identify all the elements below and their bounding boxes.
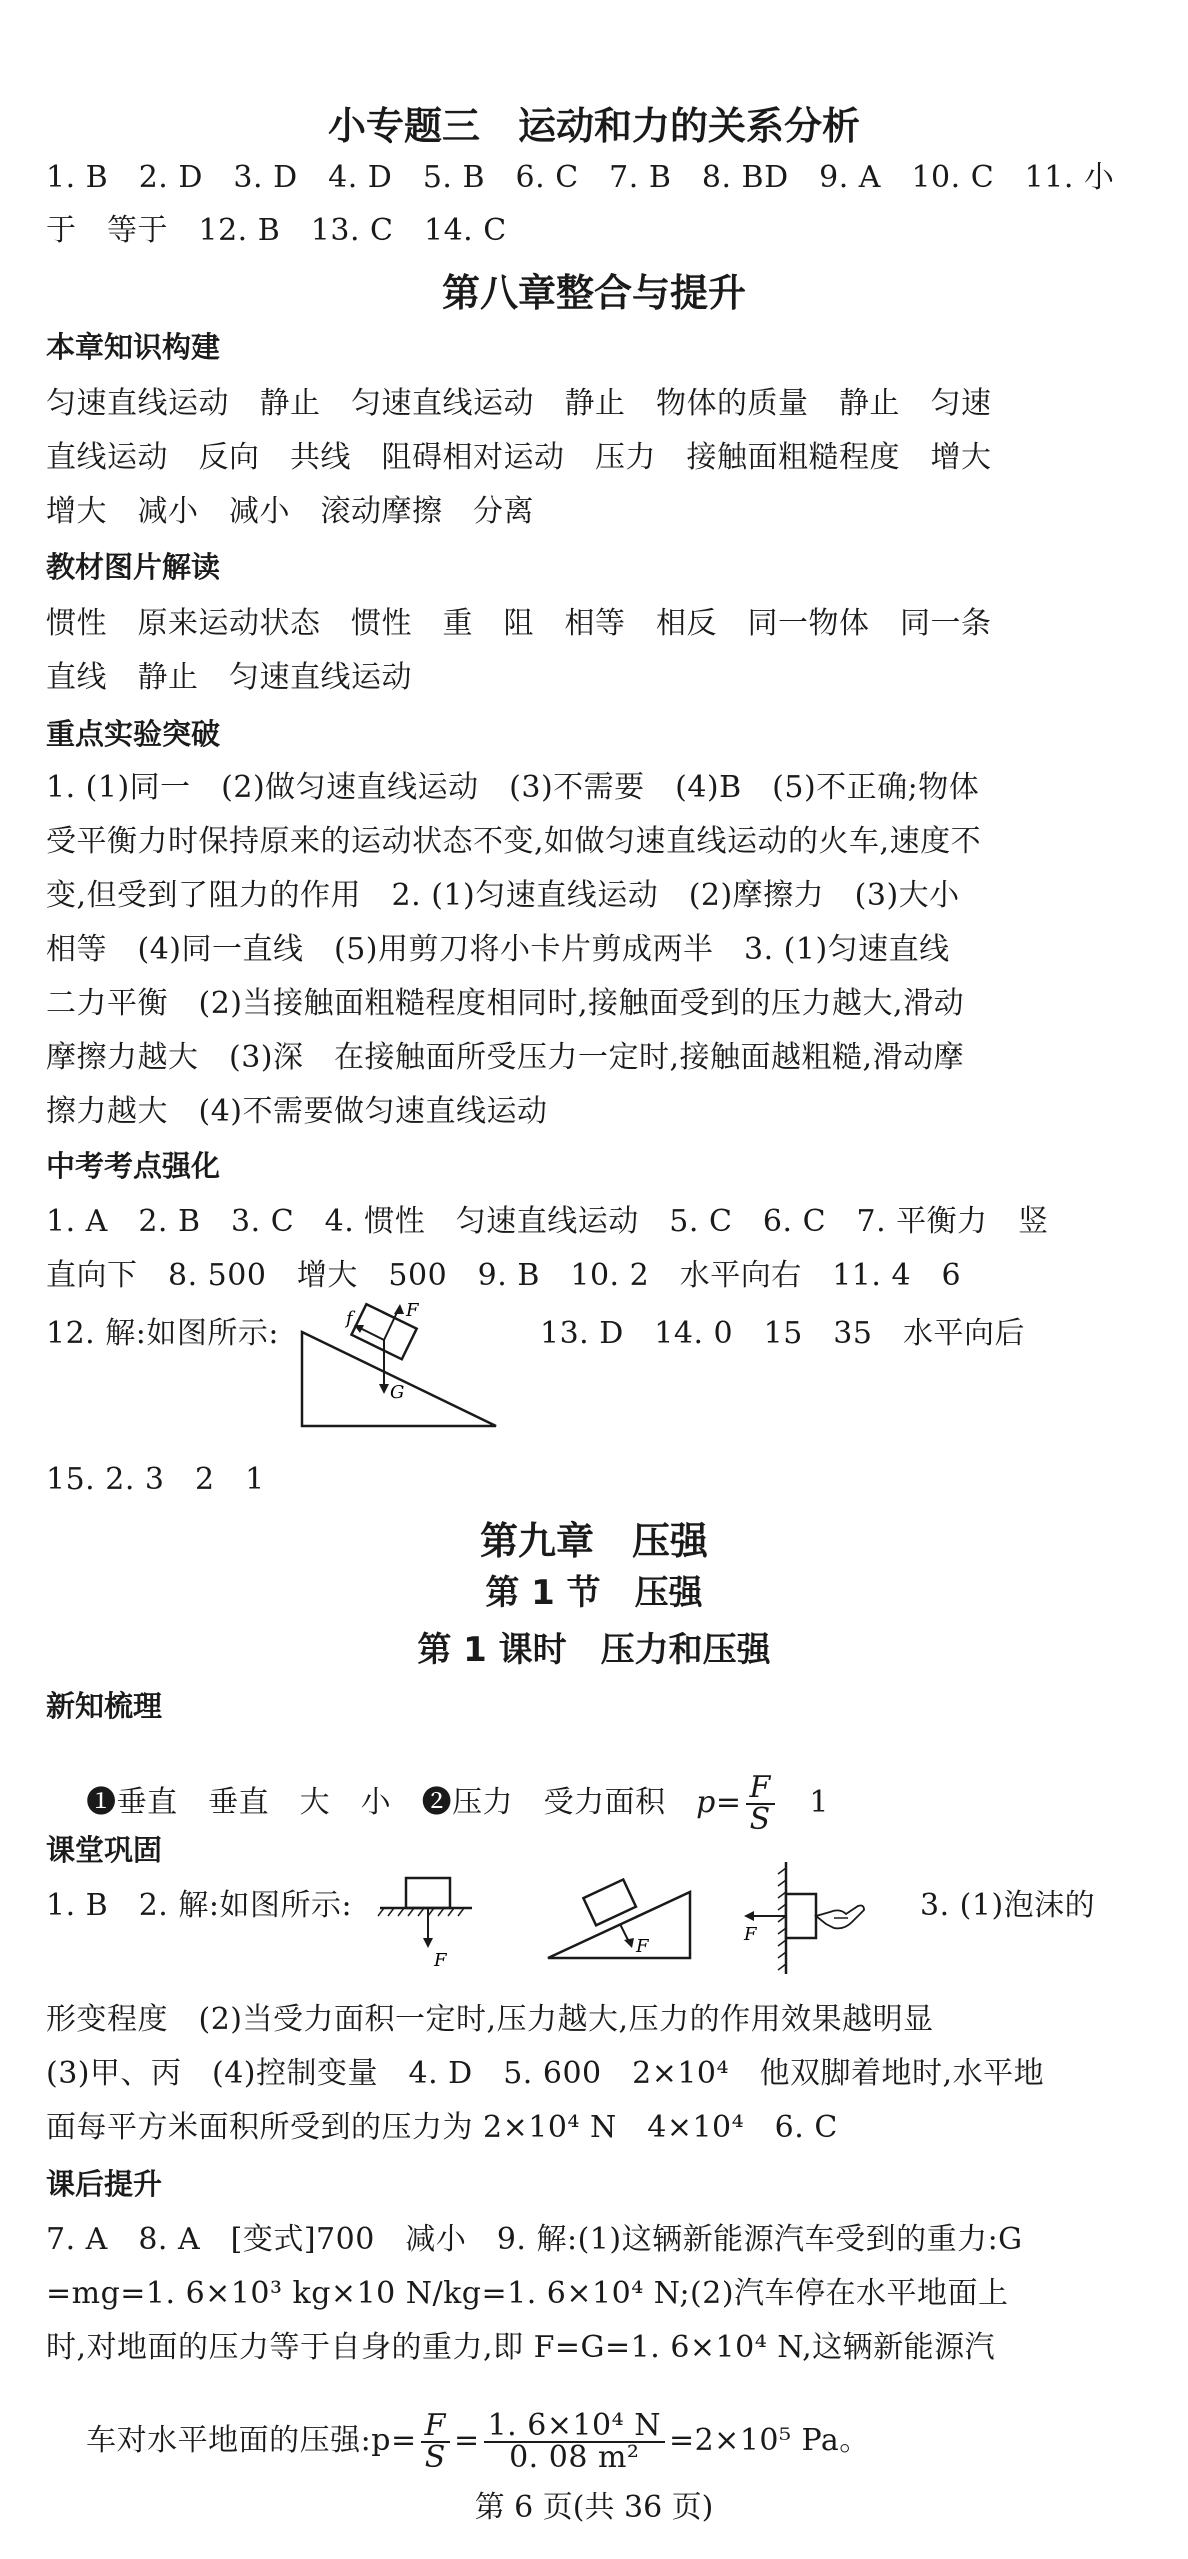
label-f: f <box>346 1308 353 1329</box>
incline-force-diagram <box>296 1296 516 1436</box>
after-line-2: =mg=1. 6×10³ kg×10 N/kg=1. 6×10⁴ N;(2)汽车停在水平地面上 <box>46 2276 1009 2311</box>
force-G-head <box>379 1384 389 1394</box>
topic3-line-1: 1. B 2. D 3. D 4. D 5. B 6. C 7. B 8. BD 9. A 10. C 11. 小 <box>46 160 1115 195</box>
exam-line-1: 1. A 2. B 3. C 4. 惯性 匀速直线运动 5. C 6. C 7. 平衡力 竖 <box>46 1204 1049 1239</box>
topic3-line-2: 于 等于 12. B 13. C 14. C <box>46 213 507 248</box>
classroom-q3: 3. (1)泡沫的 <box>920 1888 1096 1923</box>
after-line-1: 7. A 8. A [变式]700 减小 9. 解:(1)这辆新能源汽车受到的重力:G <box>46 2222 1023 2257</box>
exam-line-2: 直向下 8. 500 增大 500 9. B 10. 2 水平向右 11. 4 6 <box>46 1258 962 1293</box>
incline-block-2 <box>583 1880 636 1926</box>
section-figures: 教材图片解读 <box>46 550 221 584</box>
label-F: F <box>406 1300 419 1321</box>
frac1-num: F <box>421 2411 450 2443</box>
experiments-line-5: 二力平衡 (2)当接触面粗糙程度相同时,接触面受到的压力越大,滑动 <box>46 986 965 1021</box>
section-classroom: 课堂巩固 <box>46 1833 163 1867</box>
label-F-3: F <box>744 1924 757 1945</box>
page-footer: 第 6 页(共 36 页) <box>474 2490 714 2525</box>
new-knowledge-line <box>46 1738 829 1870</box>
label-F-1: F <box>434 1950 447 1971</box>
after-last-prefix: 车对水平地面的压强:p= <box>86 2423 417 2458</box>
knowledge-line-1: 匀速直线运动 静止 匀速直线运动 静止 物体的质量 静止 匀速 <box>46 386 992 421</box>
new-knowledge-text: ❶垂直 垂直 大 小 ❷压力 受力面积 <box>86 1785 666 1820</box>
diagram-block-wall <box>730 1858 880 1978</box>
section-knowledge: 本章知识构建 <box>46 330 221 364</box>
experiments-line-2: 受平衡力时保持原来的运动状态不变,如做匀速直线运动的火车,速度不 <box>46 824 982 859</box>
knowledge-line-3: 增大 减小 减小 滚动摩擦 分离 <box>46 494 534 529</box>
exam-q12: 12. 解:如图所示: <box>46 1316 279 1351</box>
pressure-fraction <box>746 1770 775 1837</box>
diagram-block-incline <box>544 1872 694 1972</box>
block <box>406 1878 450 1908</box>
fraction-values <box>484 2408 665 2475</box>
classroom-line-2: (3)甲、丙 (4)控制变量 4. D 5. 600 2×10⁴ 他双脚着地时,水平地 <box>46 2056 1045 2091</box>
experiments-line-1: 1. (1)同一 (2)做匀速直线运动 (3)不需要 (4)B (5)不正确;物体 <box>46 770 980 805</box>
section-exam: 中考考点强化 <box>46 1149 221 1183</box>
label-G: G <box>390 1382 405 1403</box>
wall-block <box>786 1894 816 1938</box>
frac2-den: 0. 08 m² <box>509 2440 640 2475</box>
section-new-knowledge: 新知梳理 <box>46 1689 163 1723</box>
section-after-class: 课后提升 <box>46 2167 163 2201</box>
pressure-arrow-head-2 <box>624 1938 634 1948</box>
exam-q13: 13. D 14. 0 15 35 水平向后 <box>540 1316 1025 1351</box>
chapter9-title: 第九章 压强 <box>479 1519 708 1563</box>
label-F-2: F <box>636 1936 649 1957</box>
experiments-line-6: 摩擦力越大 (3)深 在接触面所受压力一定时,接触面越粗糙,滑动摩 <box>46 1040 965 1075</box>
fraction-F-over-S <box>421 2408 450 2475</box>
figures-line-2: 直线 静止 匀速直线运动 <box>46 660 412 695</box>
topic3-title: 小专题三 运动和力的关系分析 <box>327 104 860 148</box>
experiments-line-3: 变,但受到了阻力的作用 2. (1)匀速直线运动 (2)摩擦力 (3)大小 <box>46 878 960 913</box>
new-knowledge-tail: 1 <box>809 1785 829 1820</box>
classroom-line-1: 形变程度 (2)当受力面积一定时,压力越大,压力的作用效果越明显 <box>46 2002 934 2037</box>
after-last-eq: = <box>453 2423 480 2458</box>
frac2-num: 1. 6×10⁴ N <box>484 2411 665 2443</box>
classroom-q1: 1. B 2. 解:如图所示: <box>46 1888 353 1923</box>
fraction-num: F <box>746 1773 775 1805</box>
section1-title: 第 1 节 压强 <box>485 1573 703 1613</box>
section-experiments: 重点实验突破 <box>46 717 221 751</box>
lesson1-title: 第 1 课时 压力和压强 <box>417 1630 771 1670</box>
frac1-den: S <box>424 2440 446 2475</box>
pressure-arrow-head-3 <box>744 1911 754 1921</box>
after-line-3: 时,对地面的压力等于自身的重力,即 F=G=1. 6×10⁴ N,这辆新能源汽 <box>46 2330 996 2365</box>
fraction-den: S <box>749 1802 771 1837</box>
experiments-line-4: 相等 (4)同一直线 (5)用剪刀将小卡片剪成两半 3. (1)匀速直线 <box>46 932 950 967</box>
hand-icon <box>816 1906 864 1929</box>
knowledge-line-2: 直线运动 反向 共线 阻碍相对运动 压力 接触面粗糙程度 增大 <box>46 440 992 475</box>
classroom-line-3: 面每平方米面积所受到的压力为 2×10⁴ N 4×10⁴ 6. C <box>46 2110 838 2145</box>
pressure-arrow-head <box>423 1938 433 1948</box>
pressure-symbol: p= <box>696 1785 742 1820</box>
exam-q15: 15. 2. 3 2 1 <box>46 1462 265 1497</box>
figures-line-1: 惯性 原来运动状态 惯性 重 阻 相等 相反 同一物体 同一条 <box>46 606 992 641</box>
experiments-line-7: 擦力越大 (4)不需要做匀速直线运动 <box>46 1094 548 1129</box>
diagram-block-ground <box>376 1872 476 1972</box>
chapter8-title: 第八章整合与提升 <box>441 271 746 315</box>
after-last-tail: =2×10⁵ Pa。 <box>668 2423 870 2458</box>
force-F-head <box>394 1304 404 1314</box>
